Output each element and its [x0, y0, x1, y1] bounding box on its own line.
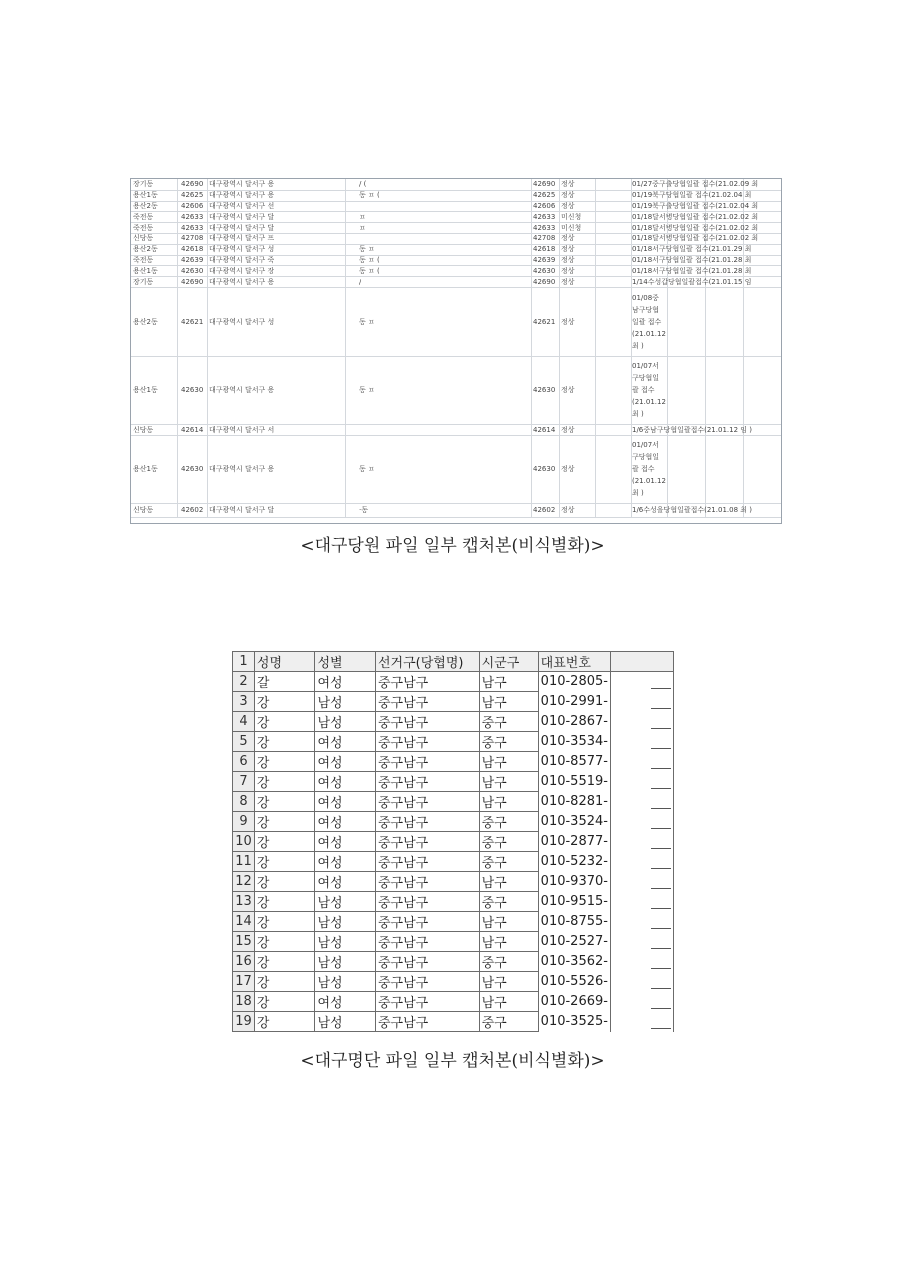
cell-status: 미신청: [561, 212, 582, 221]
cell-note: 01/18달서병당협일괄 접수(21.02.02 최: [632, 234, 759, 243]
phone-cell: 010-9515-: [538, 892, 610, 912]
mask-line: [651, 868, 671, 869]
gender-cell: 여성: [315, 812, 376, 832]
cell-note: 1/6수성을당협일괄접수(21.01.08 최 ): [632, 506, 752, 514]
phone-cell: 010-5519-: [538, 772, 610, 792]
gender-cell: 여성: [315, 852, 376, 872]
name-cell: 갈: [254, 672, 315, 692]
cell-mid: ·동: [359, 506, 368, 514]
party-member-sheet-capture: [130, 178, 782, 524]
cell-zip: 42630: [181, 465, 204, 473]
district-cell: 중구남구: [375, 752, 479, 772]
district-cell: 중구남구: [375, 832, 479, 852]
cell-addr: 대구광역시 달서구 프: [209, 234, 275, 243]
name-cell: 강: [254, 772, 315, 792]
phone-cell: 010-2669-: [538, 992, 610, 1012]
cell-addr: 대구광역시 달서구 용: [209, 180, 275, 189]
mask-line: [651, 908, 671, 909]
gu-cell: 중구: [479, 952, 538, 972]
cell-addr: 대구광역시 달서구 달: [209, 223, 275, 232]
district-cell: 중구남구: [375, 972, 479, 992]
mask-line: [651, 688, 671, 689]
gender-cell: 여성: [315, 992, 376, 1012]
gender-cell: 여성: [315, 792, 376, 812]
gender-cell: 남성: [315, 712, 376, 732]
cell-note: 01/18서구당협일괄 접수(21.01.28 최: [632, 266, 752, 275]
cell-zip: 42630: [181, 266, 204, 275]
mask-line: [651, 768, 671, 769]
row-number: 11: [233, 852, 255, 872]
cell-status: 정상: [561, 201, 575, 210]
cell-zip: 42606: [181, 201, 204, 210]
name-cell: 강: [254, 912, 315, 932]
district-cell: 중구남구: [375, 932, 479, 952]
row-number: 10: [233, 832, 255, 852]
cell-note: 1/14수성갑당협일괄접수(21.01.15 임: [632, 277, 752, 286]
district-cell: 중구남구: [375, 732, 479, 752]
row-number: 5: [233, 732, 255, 752]
mask-line: [651, 988, 671, 989]
gu-cell: 중구: [479, 712, 538, 732]
gender-cell: 여성: [315, 772, 376, 792]
table-row: [233, 792, 674, 812]
district-cell: 중구남구: [375, 992, 479, 1012]
roster-sheet-capture: [232, 651, 674, 1039]
cell-addr: 대구광역시 달서구 용: [209, 386, 275, 394]
cell-addr: 대구광역시 달서구 장: [209, 266, 275, 275]
column-header: 시군구: [479, 652, 538, 672]
row-number: 4: [233, 712, 255, 732]
cell-status: 정상: [561, 255, 575, 264]
table-row: [233, 712, 674, 732]
cell-dong: 용산2동: [133, 245, 158, 254]
column-header: 선거구(당협명): [375, 652, 479, 672]
district-cell: 중구남구: [375, 912, 479, 932]
cell-dong: 죽전동: [133, 212, 154, 221]
mask-line: [651, 728, 671, 729]
gender-cell: 여성: [315, 672, 376, 692]
cell-mid: ㅍ: [359, 212, 366, 221]
cell-zip: 42690: [181, 180, 204, 189]
cell-status: 정상: [561, 180, 575, 189]
phone-cell: 010-2877-: [538, 832, 610, 852]
roster-table: [232, 651, 674, 1032]
mask-line: [651, 968, 671, 969]
cell-dong: 장기동: [133, 277, 154, 286]
gender-cell: 여성: [315, 732, 376, 752]
row-number: 15: [233, 932, 255, 952]
name-cell: 강: [254, 792, 315, 812]
cell-note: 01/19북구출당협일괄 접수(21.02.04 최: [632, 201, 759, 210]
table-row: [233, 772, 674, 792]
phone-cell: 010-3534-: [538, 732, 610, 752]
cell-zip2: 42602: [533, 506, 556, 514]
cell-zip2: 42630: [533, 465, 556, 473]
mask-line: [651, 848, 671, 849]
header-blank-cell: [610, 652, 673, 672]
table-row: [233, 672, 674, 692]
mask-line: [651, 828, 671, 829]
name-cell: 강: [254, 952, 315, 972]
cell-status: 미신청: [561, 223, 582, 232]
cell-zip2: 42618: [533, 245, 556, 254]
table-row: [233, 852, 674, 872]
row-number: 8: [233, 792, 255, 812]
row-number: 1: [233, 652, 255, 672]
masked-phone-tail: [610, 912, 673, 932]
cell-zip: 42625: [181, 191, 204, 200]
district-cell: 중구남구: [375, 952, 479, 972]
gender-cell: 남성: [315, 912, 376, 932]
cell-zip: 42708: [181, 234, 204, 243]
name-cell: 강: [254, 1012, 315, 1032]
masked-phone-tail: [610, 872, 673, 892]
gender-cell: 남성: [315, 892, 376, 912]
gender-cell: 여성: [315, 872, 376, 892]
cell-note: 1/6중남구당협일괄접수(21.01.12 임 ): [632, 425, 752, 434]
cell-status: 정상: [561, 506, 575, 514]
cell-dong: 죽전동: [133, 223, 154, 232]
masked-phone-tail: [610, 772, 673, 792]
name-cell: 강: [254, 692, 315, 712]
cell-addr: 대구광역시 달서구 성: [209, 245, 275, 254]
district-cell: 중구남구: [375, 1012, 479, 1032]
phone-cell: 010-3525-: [538, 1012, 610, 1032]
phone-cell: 010-2805-: [538, 672, 610, 692]
note-line: 일괄 접수: [632, 317, 662, 326]
note-line: 최 ): [632, 489, 644, 497]
district-cell: 중구남구: [375, 672, 479, 692]
name-cell: 강: [254, 812, 315, 832]
party-member-caption: <대구당원 파일 일부 캡처본(비식별화)>: [300, 536, 605, 556]
cell-addr: 대구광역시 달서구 용: [209, 465, 275, 473]
table-row: [233, 732, 674, 752]
district-cell: 중구남구: [375, 772, 479, 792]
row-number: 19: [233, 1012, 255, 1032]
column-header: 성별: [315, 652, 376, 672]
row-number: 6: [233, 752, 255, 772]
phone-cell: 010-5232-: [538, 852, 610, 872]
cell-mid: ㅍ: [359, 223, 366, 232]
cell-zip: 42630: [181, 386, 204, 394]
row-number: 2: [233, 672, 255, 692]
district-cell: 중구남구: [375, 712, 479, 732]
mask-line: [651, 948, 671, 949]
cell-zip2: 42606: [533, 201, 556, 210]
member-row: [131, 435, 781, 504]
gu-cell: 중구: [479, 892, 538, 912]
cell-mid: 동 ㅍ: [359, 386, 375, 394]
masked-phone-tail: [610, 952, 673, 972]
cell-dong: 용산1동: [133, 386, 158, 394]
cell-note: 01/18서구당협일괄 접수(21.01.29 최: [632, 245, 752, 254]
cell-status: 정상: [561, 465, 575, 473]
note-line: 01/07서: [632, 362, 659, 370]
note-line: 괄 접수: [632, 465, 655, 473]
cell-zip2: 42614: [533, 425, 556, 434]
cell-dong: 신당동: [133, 425, 154, 434]
gu-cell: 중구: [479, 852, 538, 872]
mask-line: [651, 1028, 671, 1029]
cell-status: 정상: [561, 191, 575, 200]
cell-zip2: 42708: [533, 234, 556, 243]
cell-dong: 용산2동: [133, 317, 158, 326]
cell-mid: /: [359, 277, 362, 286]
district-cell: 중구남구: [375, 692, 479, 712]
cell-status: 정상: [561, 245, 575, 254]
cell-zip: 42618: [181, 245, 204, 254]
gu-cell: 남구: [479, 912, 538, 932]
cell-dong: 용산1동: [133, 465, 158, 473]
masked-phone-tail: [610, 1012, 673, 1032]
table-row: [233, 912, 674, 932]
phone-cell: 010-2527-: [538, 932, 610, 952]
row-number: 18: [233, 992, 255, 1012]
cell-zip2: 42690: [533, 277, 556, 286]
table-row: [233, 1012, 674, 1032]
cell-addr: 대구광역시 달서구 선: [209, 201, 275, 210]
masked-phone-tail: [610, 692, 673, 712]
cell-mid: / (: [359, 180, 367, 189]
cell-status: 정상: [561, 425, 575, 434]
cell-status: 정상: [561, 386, 575, 394]
district-cell: 중구남구: [375, 852, 479, 872]
gu-cell: 중구: [479, 732, 538, 752]
cell-note: [632, 435, 666, 503]
cell-status: 정상: [561, 277, 575, 286]
cell-zip: 42633: [181, 212, 204, 221]
mask-line: [651, 1008, 671, 1009]
cell-zip2: 42639: [533, 255, 556, 264]
cell-addr: 대구광역시 달서구 용: [209, 191, 275, 200]
note-line: 남구당협: [632, 305, 660, 314]
gender-cell: 남성: [315, 972, 376, 992]
cell-dong: 죽전동: [133, 255, 154, 264]
cell-zip2: 42630: [533, 266, 556, 275]
district-cell: 중구남구: [375, 792, 479, 812]
gu-cell: 남구: [479, 692, 538, 712]
cell-note: [632, 287, 666, 356]
cell-dong: 신당동: [133, 234, 154, 243]
cell-addr: 대구광역시 달서구 달: [209, 506, 275, 514]
name-cell: 강: [254, 992, 315, 1012]
mask-line: [651, 708, 671, 709]
note-line: 01/07서: [632, 441, 659, 449]
cell-zip2: 42625: [533, 191, 556, 200]
cell-note: 01/18달서병당협일괄 접수(21.02.02 최: [632, 223, 759, 232]
note-line: 최 ): [632, 410, 644, 418]
cell-status: 정상: [561, 317, 575, 326]
mask-line: [651, 928, 671, 929]
gu-cell: 남구: [479, 872, 538, 892]
phone-cell: 010-5526-: [538, 972, 610, 992]
note-line: 구당협일: [632, 374, 660, 382]
table-row: [233, 892, 674, 912]
cell-zip: 42602: [181, 506, 204, 514]
note-line: (21.01.12: [632, 477, 666, 485]
cell-mid: 동 ㅍ: [359, 317, 375, 326]
row-number: 13: [233, 892, 255, 912]
cell-zip: 42639: [181, 255, 204, 264]
cell-note: 01/19북구당협일괄 접수(21.02.04 최: [632, 191, 752, 200]
phone-cell: 010-8577-: [538, 752, 610, 772]
cell-zip2: 42690: [533, 180, 556, 189]
district-cell: 중구남구: [375, 812, 479, 832]
gu-cell: 중구: [479, 832, 538, 852]
name-cell: 강: [254, 712, 315, 732]
table-row: [233, 952, 674, 972]
table-row: [233, 752, 674, 772]
cell-dong: 장기동: [133, 180, 154, 189]
masked-phone-tail: [610, 932, 673, 952]
cell-addr: 대구광역시 달서구 달: [209, 212, 275, 221]
row-number: 17: [233, 972, 255, 992]
masked-phone-tail: [610, 972, 673, 992]
cell-dong: 용산1동: [133, 266, 158, 275]
cell-addr: 대구광역시 달서구 서: [209, 425, 275, 434]
table-row: [233, 992, 674, 1012]
cell-mid: 동 ㅍ (: [359, 266, 380, 275]
cell-mid: 동 ㅍ: [359, 245, 375, 254]
gu-cell: 남구: [479, 672, 538, 692]
row-number: 9: [233, 812, 255, 832]
cell-addr: 대구광역시 달서구 성: [209, 317, 275, 326]
name-cell: 강: [254, 932, 315, 952]
gu-cell: 남구: [479, 972, 538, 992]
gender-cell: 남성: [315, 932, 376, 952]
phone-cell: 010-9370-: [538, 872, 610, 892]
cell-zip2: 42630: [533, 386, 556, 394]
gu-cell: 남구: [479, 752, 538, 772]
cell-zip2: 42621: [533, 317, 556, 326]
name-cell: 강: [254, 852, 315, 872]
masked-phone-tail: [610, 752, 673, 772]
roster-header-row: [233, 652, 674, 672]
masked-phone-tail: [610, 712, 673, 732]
mask-line: [651, 748, 671, 749]
masked-phone-tail: [610, 732, 673, 752]
cell-zip: 42633: [181, 223, 204, 232]
phone-cell: 010-2991-: [538, 692, 610, 712]
masked-phone-tail: [610, 672, 673, 692]
table-row: [233, 872, 674, 892]
gu-cell: 남구: [479, 772, 538, 792]
table-row: [233, 812, 674, 832]
district-cell: 중구남구: [375, 892, 479, 912]
masked-phone-tail: [610, 992, 673, 1012]
cell-status: 정상: [561, 266, 575, 275]
phone-cell: 010-8281-: [538, 792, 610, 812]
note-line: (21.01.12: [632, 329, 666, 338]
gender-cell: 남성: [315, 952, 376, 972]
phone-cell: 010-3562-: [538, 952, 610, 972]
table-row: [233, 932, 674, 952]
masked-phone-tail: [610, 792, 673, 812]
cell-mid: 동 ㅍ (: [359, 191, 380, 200]
masked-phone-tail: [610, 892, 673, 912]
row-number: 7: [233, 772, 255, 792]
mask-line: [651, 808, 671, 809]
row-number: 16: [233, 952, 255, 972]
member-row: [131, 287, 781, 357]
gender-cell: 여성: [315, 832, 376, 852]
cell-note: 01/27중구출당협일괄 접수(21.02.09 최: [632, 180, 759, 189]
member-row: [131, 503, 781, 518]
cell-mid: 동 ㅍ: [359, 465, 375, 473]
cell-zip: 42614: [181, 425, 204, 434]
name-cell: 강: [254, 752, 315, 772]
cell-zip2: 42633: [533, 223, 556, 232]
cell-dong: 용산2동: [133, 201, 158, 210]
cell-dong: 용산1동: [133, 191, 158, 200]
name-cell: 강: [254, 832, 315, 852]
cell-note: 01/18서구당협일괄 접수(21.01.28 최: [632, 255, 752, 264]
cell-addr: 대구광역시 달서구 용: [209, 277, 275, 286]
note-line: (21.01.12: [632, 398, 666, 406]
name-cell: 강: [254, 972, 315, 992]
gender-cell: 남성: [315, 1012, 376, 1032]
cell-zip2: 42633: [533, 212, 556, 221]
member-row: [131, 356, 781, 425]
note-line: 괄 접수: [632, 386, 655, 394]
name-cell: 강: [254, 732, 315, 752]
table-row: [233, 692, 674, 712]
masked-phone-tail: [610, 832, 673, 852]
mask-line: [651, 888, 671, 889]
cell-note: [632, 356, 666, 424]
cell-zip: 42690: [181, 277, 204, 286]
note-line: 구당협일: [632, 453, 660, 461]
cell-addr: 대구광역시 달서구 죽: [209, 255, 275, 264]
cell-dong: 신당동: [133, 506, 154, 514]
row-number: 12: [233, 872, 255, 892]
row-number: 14: [233, 912, 255, 932]
name-cell: 강: [254, 872, 315, 892]
phone-cell: 010-2867-: [538, 712, 610, 732]
table-row: [233, 832, 674, 852]
mask-line: [651, 788, 671, 789]
table-row: [233, 972, 674, 992]
cell-note: 01/18달서병당협일괄 접수(21.02.02 최: [632, 212, 759, 221]
phone-cell: 010-3524-: [538, 812, 610, 832]
gu-cell: 남구: [479, 932, 538, 952]
gender-cell: 여성: [315, 752, 376, 772]
cell-status: 정상: [561, 234, 575, 243]
gu-cell: 남구: [479, 792, 538, 812]
gu-cell: 중구: [479, 812, 538, 832]
roster-caption: <대구명단 파일 일부 캡처본(비식별화)>: [300, 1051, 605, 1071]
gu-cell: 중구: [479, 1012, 538, 1032]
gender-cell: 남성: [315, 692, 376, 712]
district-cell: 중구남구: [375, 872, 479, 892]
cell-mid: 동 ㅍ (: [359, 255, 380, 264]
column-header: 성명: [254, 652, 315, 672]
masked-phone-tail: [610, 852, 673, 872]
gu-cell: 남구: [479, 992, 538, 1012]
name-cell: 강: [254, 892, 315, 912]
note-line: 최 ): [632, 341, 644, 350]
masked-phone-tail: [610, 812, 673, 832]
column-header: 대표번호: [538, 652, 610, 672]
phone-cell: 010-8755-: [538, 912, 610, 932]
cell-zip: 42621: [181, 317, 204, 326]
note-line: 01/08중: [632, 293, 659, 302]
row-number: 3: [233, 692, 255, 712]
